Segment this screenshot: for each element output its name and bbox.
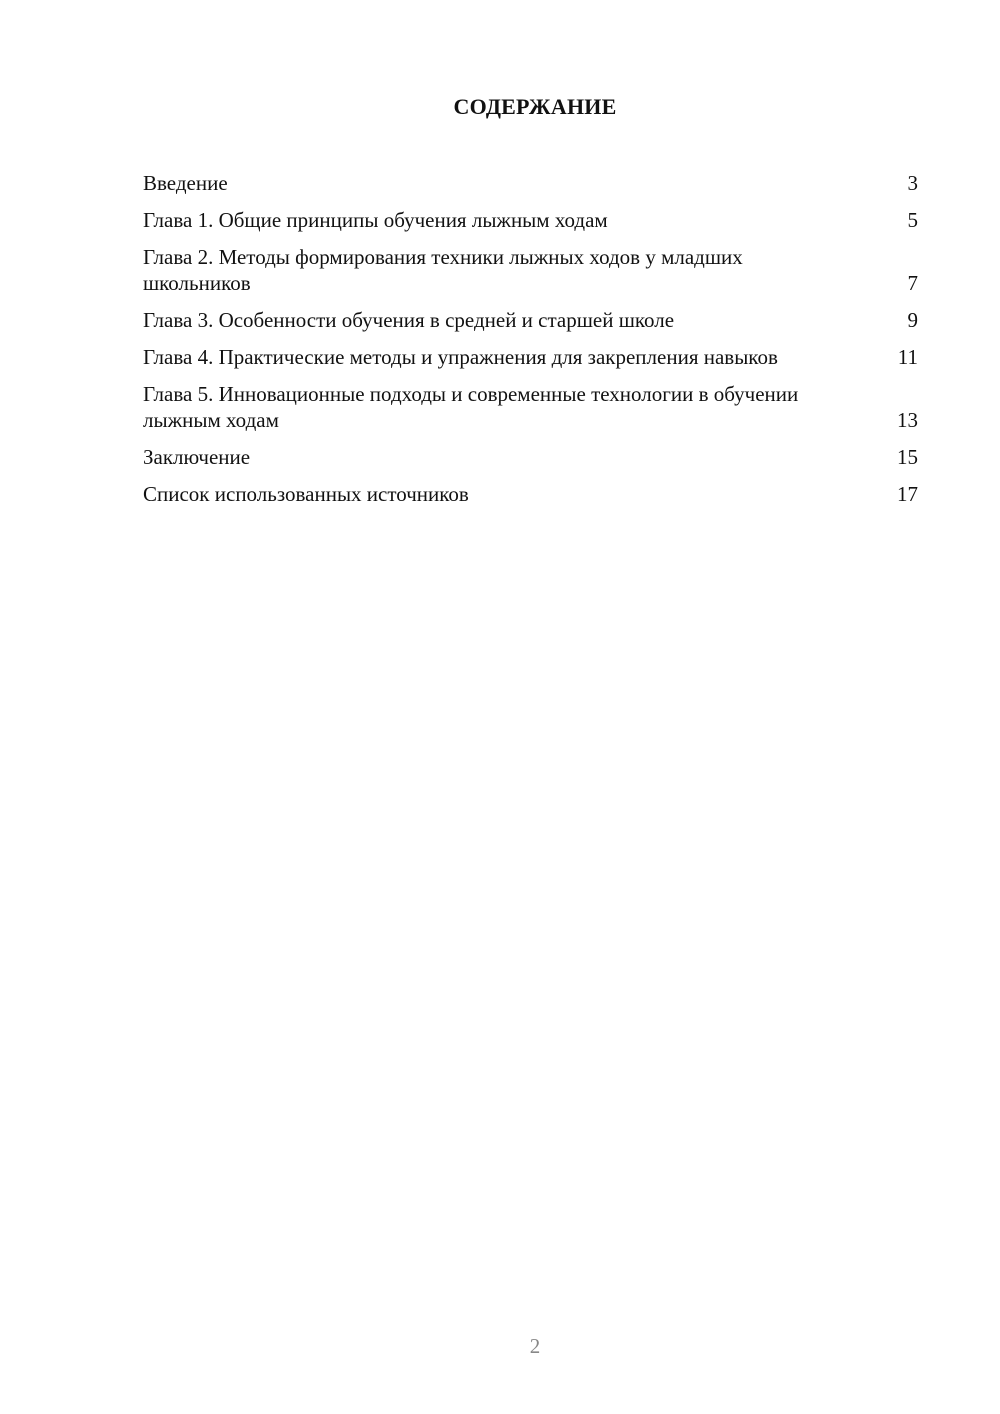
table-of-contents: [143, 170, 918, 518]
toc-entry-page: 11: [897, 345, 918, 369]
toc-entry-title: Список использованных источников: [143, 482, 469, 506]
toc-entry-references: [143, 481, 918, 507]
toc-entry-page: 3: [907, 171, 918, 195]
toc-entry-page: 13: [897, 408, 918, 432]
toc-entry-title: Глава 5. Инновационные подходы и современные технологии в обучении лыжным ходам: [143, 382, 799, 432]
toc-entry-chapter-1: [143, 207, 918, 233]
toc-entry-page: 17: [897, 482, 918, 506]
toc-entry-page: 15: [897, 445, 918, 469]
toc-entry-conclusion: [143, 444, 918, 470]
toc-entry-title: Глава 4. Практические методы и упражнения для закрепления навыков: [143, 345, 778, 369]
toc-entry-chapter-2: [143, 244, 918, 296]
toc-entry-title: Глава 3. Особенности обучения в средней и старшей школе: [143, 308, 675, 332]
page-number: 2: [529, 1334, 541, 1358]
toc-entry-title: Введение: [143, 171, 228, 195]
toc-entry-chapter-4: [143, 344, 918, 370]
toc-entry-title: Глава 2. Методы формирования техники лыжных ходов у младших школьников: [143, 245, 743, 295]
toc-entry-page: 5: [907, 208, 918, 232]
toc-entry-chapter-3: [143, 307, 918, 333]
toc-entry-title: Глава 1. Общие принципы обучения лыжным ходам: [143, 208, 608, 232]
toc-entry-page: 7: [907, 271, 918, 295]
page-title: СОДЕРЖАНИЕ: [453, 94, 617, 119]
toc-entry-chapter-5: [143, 381, 918, 433]
toc-entry-page: 9: [907, 308, 918, 332]
toc-entry-introduction: [143, 170, 918, 196]
toc-entry-title: Заключение: [143, 445, 251, 469]
